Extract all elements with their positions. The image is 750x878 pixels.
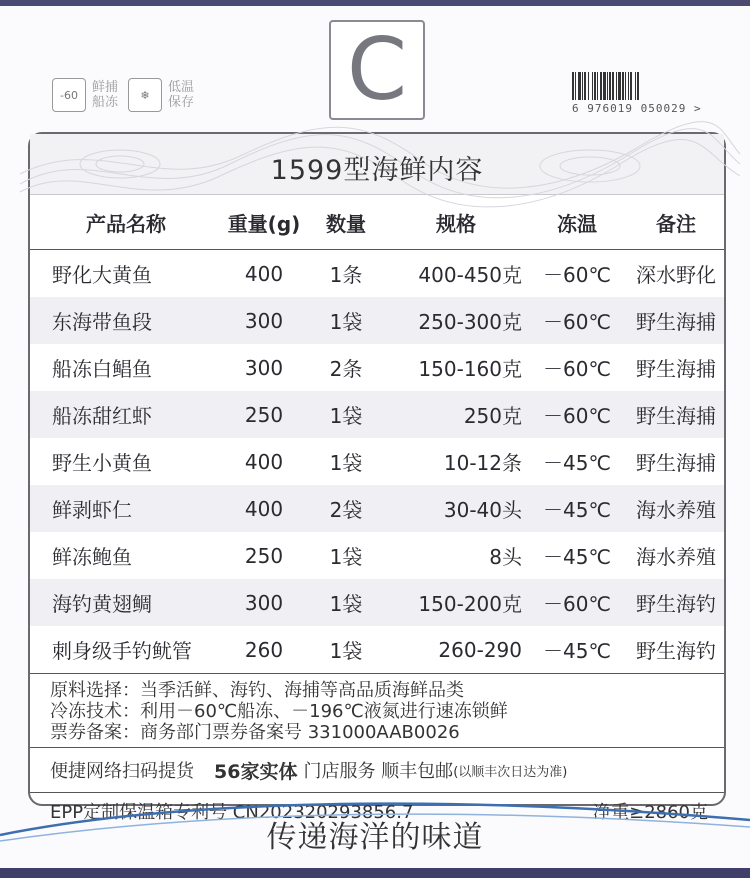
table-row bbox=[30, 344, 724, 391]
cell-spec: 400-450克 bbox=[418, 263, 522, 287]
note-freezing: 冷冻技术：利用－60℃船冻、－196℃液氮进行速冻锁鲜 bbox=[50, 701, 508, 722]
bottom-band bbox=[0, 868, 750, 878]
table-row bbox=[30, 438, 724, 485]
table-row bbox=[30, 297, 724, 344]
header-name: 产品名称 bbox=[30, 195, 222, 250]
cell-temp: －60℃ bbox=[526, 391, 628, 438]
cell-temp: －60℃ bbox=[526, 579, 628, 626]
brand-letter: C bbox=[346, 20, 408, 120]
notes-section bbox=[30, 673, 724, 747]
cell-weight: 300 bbox=[222, 579, 306, 626]
cell-weight: 300 bbox=[222, 297, 306, 344]
barcode-bar bbox=[639, 72, 640, 100]
cell-spec: 260-290 bbox=[438, 637, 522, 662]
cell-qty: 1袋 bbox=[306, 579, 386, 626]
patent-number: EPP定制保温箱专利号 CN202320293856.7 bbox=[50, 802, 414, 823]
cell-weight: 260 bbox=[244, 637, 284, 662]
cell-note: 深水野化 bbox=[636, 263, 716, 287]
service-text-1: 便捷网络扫码提货 bbox=[50, 761, 194, 782]
cell-temp: －45℃ bbox=[543, 451, 611, 475]
slogan: 传递海洋的味道 bbox=[266, 820, 484, 855]
cell-qty: 1袋 bbox=[306, 297, 386, 344]
cell-note: 野生海捕 bbox=[628, 391, 724, 438]
table-row bbox=[30, 626, 724, 673]
cell-weight: 300 bbox=[244, 355, 284, 380]
product-table bbox=[30, 195, 724, 673]
cell-spec: 250-300克 bbox=[386, 297, 526, 344]
header-weight: 重量(g) bbox=[222, 195, 306, 250]
cell-spec: 150-160克 bbox=[418, 357, 522, 381]
cell-note: 野生海钓 bbox=[636, 639, 716, 663]
cell-note: 海水养殖 bbox=[636, 545, 716, 569]
barcode-number: 6 976019 050029 > bbox=[572, 102, 702, 115]
badge-text-storage: 低温保存 bbox=[168, 80, 195, 110]
cell-note: 海水养殖 bbox=[628, 485, 724, 532]
header-note: 备注 bbox=[628, 195, 724, 250]
cell-qty: 1袋 bbox=[329, 451, 363, 475]
cell-name: 船冻甜红虾 bbox=[30, 391, 222, 438]
cell-spec: 8头 bbox=[489, 545, 522, 569]
badge-text-catch: 鲜捕船冻 bbox=[92, 80, 119, 110]
net-weight: 净重≥2860克 bbox=[593, 802, 708, 823]
header-spec: 规格 bbox=[386, 195, 526, 250]
cell-note: 野生海捕 bbox=[628, 297, 724, 344]
cell-temp: －60℃ bbox=[543, 357, 611, 381]
cell-qty: 1袋 bbox=[329, 545, 363, 569]
service-line bbox=[30, 747, 724, 792]
barcode-bars bbox=[572, 72, 722, 100]
cell-weight: 400 bbox=[222, 485, 306, 532]
cell-spec: 10-12条 bbox=[443, 451, 522, 475]
table-header-row bbox=[30, 195, 724, 250]
cell-name: 野生小黄鱼 bbox=[52, 451, 152, 475]
cell-temp: －45℃ bbox=[526, 485, 628, 532]
cell-name: 船冻白鲳鱼 bbox=[52, 357, 152, 381]
cell-weight: 250 bbox=[244, 543, 284, 568]
barcode bbox=[572, 72, 722, 115]
note-material: 原料选择：当季活鲜、海钓、海捕等高品质海鲜品类 bbox=[50, 680, 464, 701]
cell-temp: －45℃ bbox=[543, 639, 611, 663]
cell-weight: 250 bbox=[222, 391, 306, 438]
cell-name: 鲜剥虾仁 bbox=[30, 485, 222, 532]
table-row bbox=[30, 485, 724, 532]
cell-note: 野生海钓 bbox=[628, 579, 724, 626]
cell-name: 鲜冻鲍鱼 bbox=[52, 545, 132, 569]
cell-weight: 400 bbox=[244, 261, 284, 286]
thermometer-icon: -60 bbox=[52, 78, 86, 112]
service-note: (以顺丰次日达为准) bbox=[453, 764, 568, 780]
cell-name: 刺身级手钓鱿管 bbox=[52, 639, 192, 663]
content-panel bbox=[28, 132, 726, 823]
feature-badges bbox=[52, 78, 198, 112]
cell-spec: 250克 bbox=[386, 391, 526, 438]
header-qty: 数量 bbox=[306, 195, 386, 250]
cell-temp: －60℃ bbox=[543, 263, 611, 287]
cell-qty: 2袋 bbox=[306, 485, 386, 532]
cell-qty: 2条 bbox=[329, 357, 363, 381]
service-text-2: 门店服务 顺丰包邮 bbox=[303, 761, 454, 782]
table-row bbox=[30, 579, 724, 626]
snowflake-icon: ❄ bbox=[128, 78, 162, 112]
service-stores: 56家实体 bbox=[214, 760, 298, 783]
header-temp: 冻温 bbox=[526, 195, 628, 250]
top-band bbox=[0, 0, 750, 6]
cell-name: 海钓黄翅鲷 bbox=[30, 579, 222, 626]
cell-name: 东海带鱼段 bbox=[30, 297, 222, 344]
cell-spec: 150-200克 bbox=[386, 579, 526, 626]
cell-qty: 1袋 bbox=[329, 639, 363, 663]
cell-note: 野生海捕 bbox=[636, 451, 716, 475]
brand-letter-box bbox=[329, 20, 425, 120]
cell-temp: －45℃ bbox=[543, 545, 611, 569]
page-title: 1599型海鲜内容 bbox=[270, 155, 484, 186]
note-filing: 票券备案：商务部门票券备案号 331000AAB0026 bbox=[50, 722, 460, 743]
cell-weight: 400 bbox=[244, 449, 284, 474]
cell-temp: －60℃ bbox=[526, 297, 628, 344]
table-row bbox=[30, 532, 724, 579]
table-row bbox=[30, 250, 724, 298]
cell-spec: 30-40头 bbox=[386, 485, 526, 532]
title-bar bbox=[30, 134, 724, 195]
cell-name: 野化大黄鱼 bbox=[52, 263, 152, 287]
cell-qty: 1袋 bbox=[306, 391, 386, 438]
cell-note: 野生海捕 bbox=[636, 357, 716, 381]
cell-qty: 1条 bbox=[329, 263, 363, 287]
table-row bbox=[30, 391, 724, 438]
